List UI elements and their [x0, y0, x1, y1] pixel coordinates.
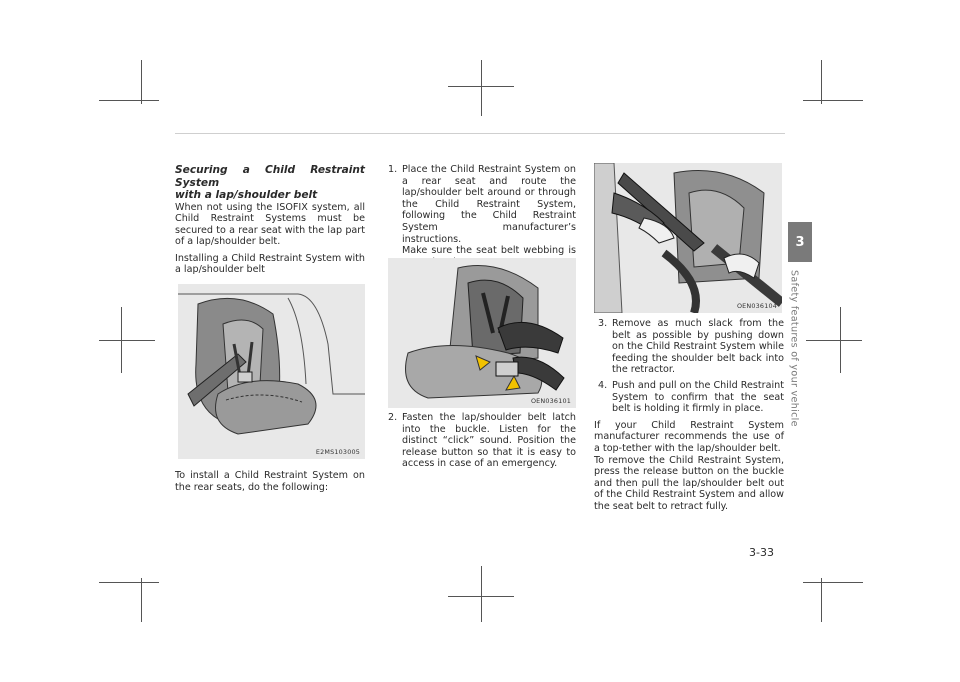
figure-buckle: [388, 258, 576, 408]
step-note: Make sure the seat belt webbing is: [402, 245, 576, 257]
crop-mark: [141, 60, 142, 104]
chapter-title: Safety features of your vehicle: [788, 270, 800, 427]
header-rule: [175, 133, 785, 134]
page-number: 3-33: [749, 546, 774, 559]
step-text: Fasten the lap/shoulder belt latch into the buckle. Listen for the distinct “click” sound. Position the release button so that it is easy to access in case of an emergency.: [402, 412, 576, 470]
crop-mark: [803, 582, 863, 583]
step-number: 1.: [388, 164, 398, 175]
section-heading: Securing a Child Restraint System with a lap/shoulder belt: [175, 164, 365, 201]
retractor-illustration: [594, 163, 782, 313]
crop-mark: [821, 578, 822, 622]
instruction-paragraph: To install a Child Restraint System on the rear seats, do the following:: [175, 470, 365, 493]
crop-mark: [99, 582, 159, 583]
step-text: Place the Child Restraint System on a rear seat and route the lap/shoulder belt around or through the Child Restraint System, following the Child Restraint System manufacturer’s instructions.: [402, 164, 576, 245]
step-3: [594, 318, 784, 376]
figure-code: OEN036101: [530, 397, 571, 405]
step-2: [388, 412, 576, 470]
crop-mark: [448, 86, 514, 87]
buckle-illustration: [388, 258, 576, 408]
crop-mark: [806, 340, 862, 341]
middle-column: [388, 164, 576, 268]
subheading: Installing a Child Restraint System with a lap/shoulder belt: [175, 252, 365, 276]
figure-code: OEN036104: [736, 302, 777, 310]
step-1: [388, 164, 576, 268]
step-text: Push and pull on the Child Restraint System to confirm that the seat belt is holding it firmly in place.: [612, 379, 784, 415]
left-column-bottom: [175, 470, 365, 493]
crop-mark: [481, 60, 482, 116]
chapter-tab: 3: [788, 222, 812, 262]
step-4: [594, 380, 784, 415]
crop-mark: [99, 100, 159, 101]
step-number: 4.: [598, 379, 608, 391]
left-column: [175, 164, 365, 276]
step-text: Remove as much slack from the belt as possible by pushing down on the Child Restraint System while feeding the shoulder belt back into the retractor.: [612, 318, 784, 376]
crop-mark: [448, 596, 514, 597]
crop-mark: [141, 578, 142, 622]
step-number: 3.: [598, 318, 608, 329]
figure-retractor: [594, 163, 782, 313]
step-number: 2.: [388, 412, 398, 423]
figure-code: E2MS103005: [315, 448, 360, 456]
removal-paragraph: To remove the Child Restraint System, press the release button on the buckle and then pull the lap/shoulder belt out of the Child Restraint System and allow the seat belt to retract fully.: [594, 454, 784, 512]
crop-mark: [99, 340, 155, 341]
crop-mark: [803, 100, 863, 101]
right-column: [594, 318, 784, 513]
crop-mark: [481, 566, 482, 622]
figure-car-seat-rear: [178, 284, 365, 459]
intro-paragraph: When not using the ISOFIX system, all Child Restraint Systems must be secured to a rear seat with the lap part of a lap/shoulder belt.: [175, 201, 365, 248]
car-seat-illustration: [178, 284, 365, 459]
top-tether-paragraph: If your Child Restraint System manufacturer recommends the use of a top-tether with the lap/shoulder belt.: [594, 419, 784, 454]
middle-column-bottom: [388, 412, 576, 470]
crop-mark: [821, 60, 822, 104]
